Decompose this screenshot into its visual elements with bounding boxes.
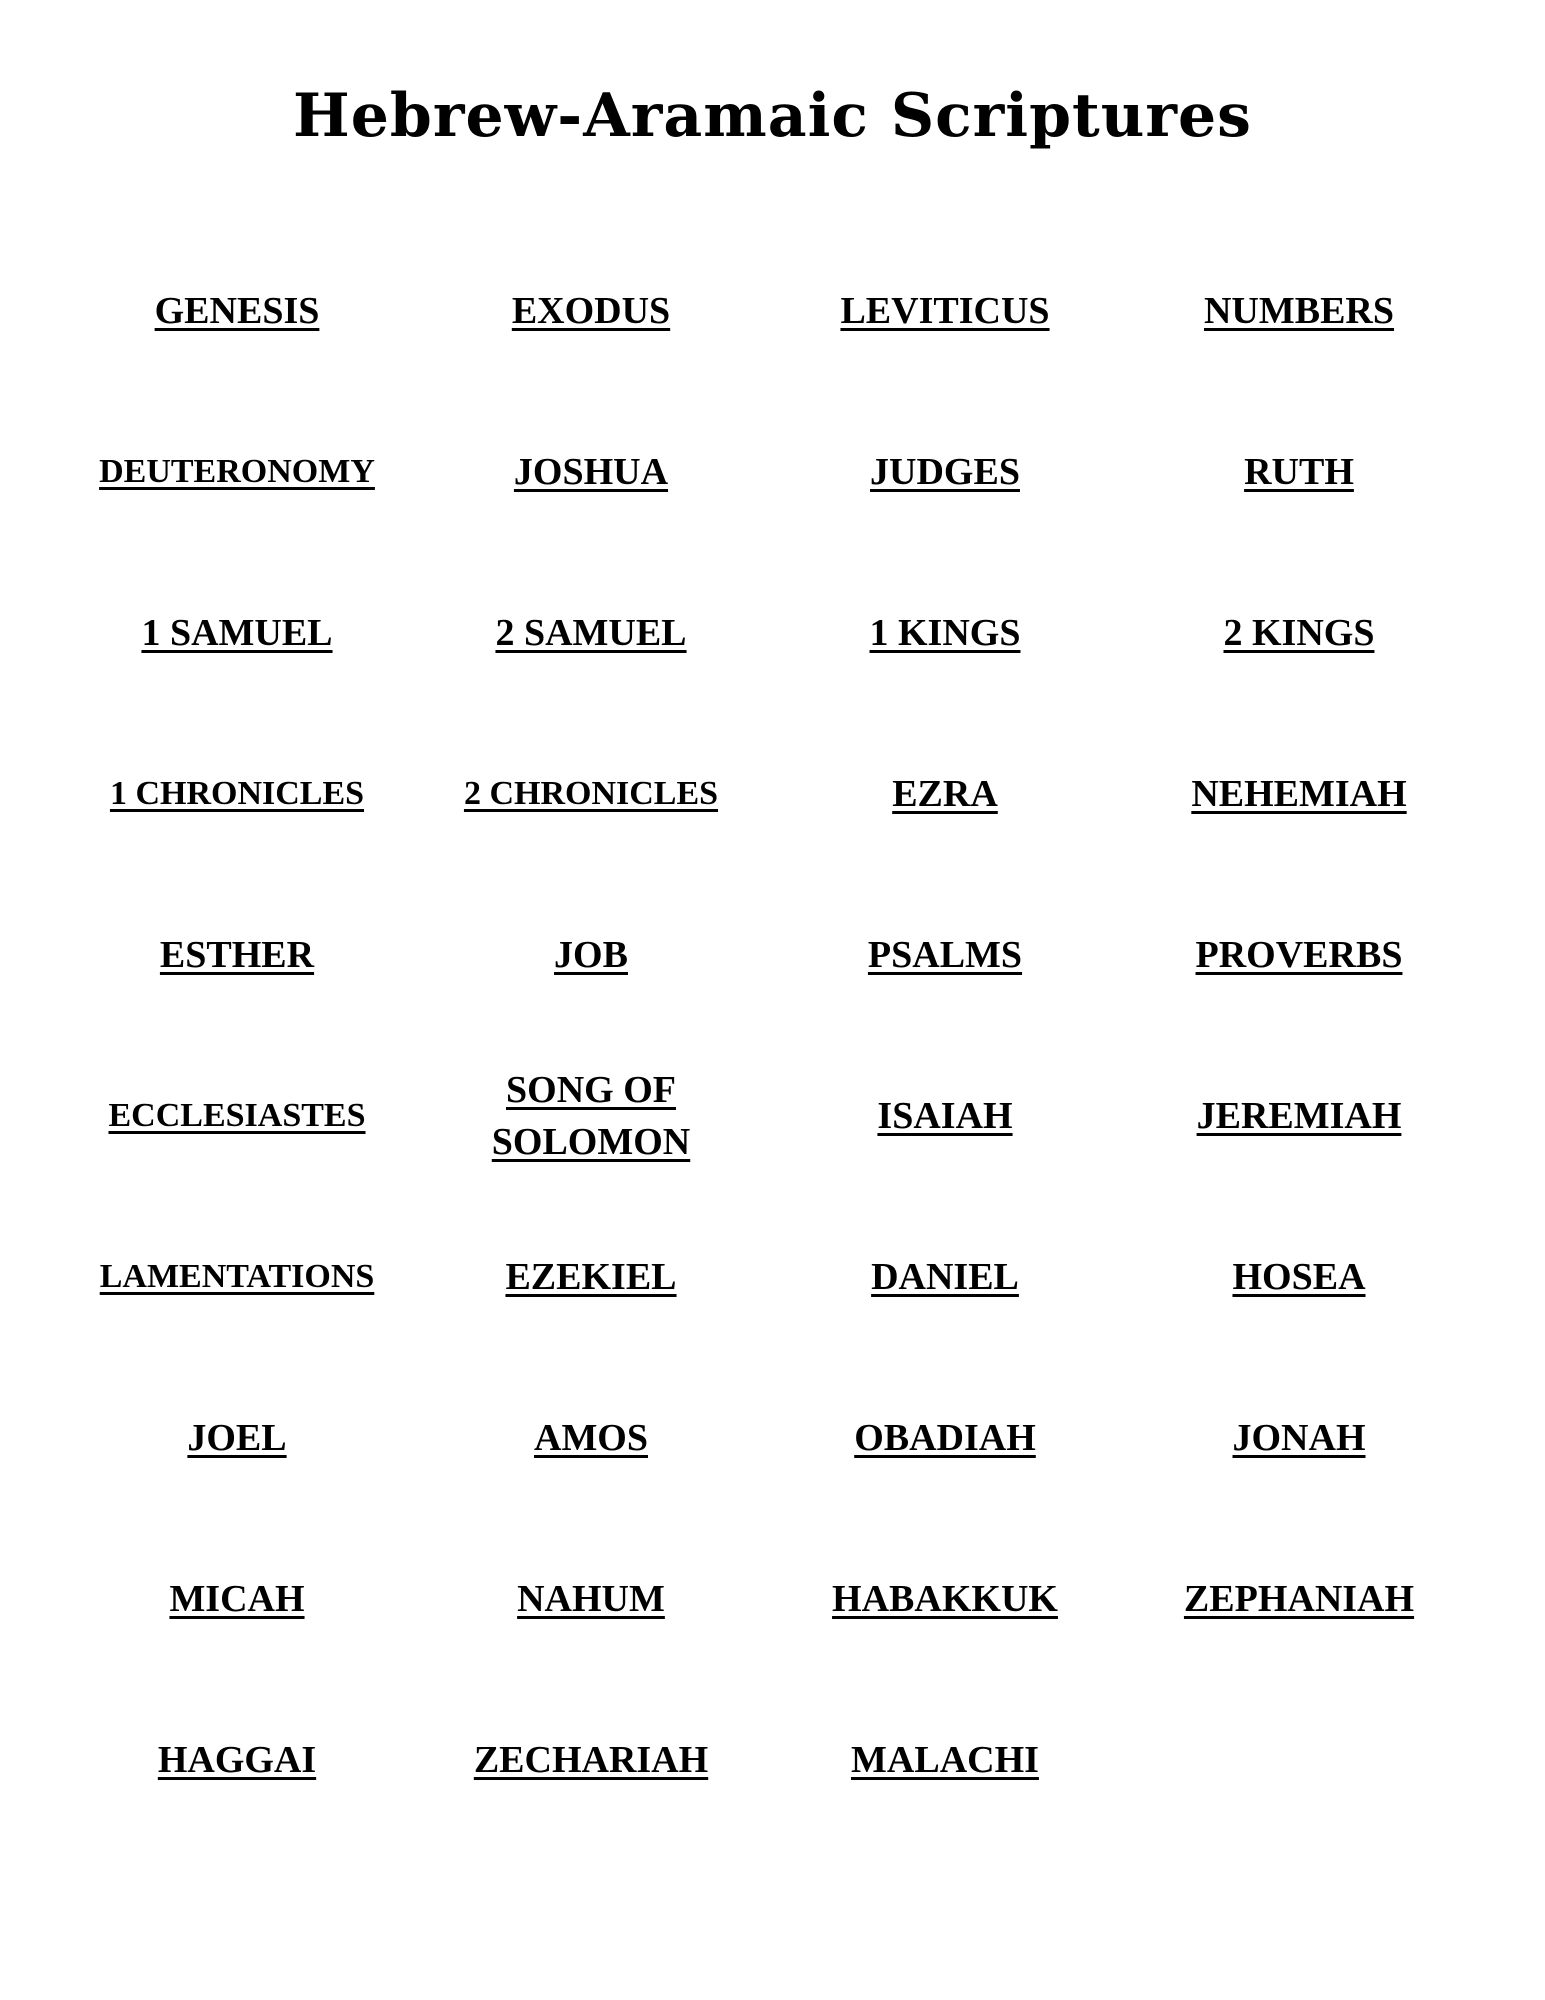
- book-cell: [414, 1035, 768, 1196]
- book-cell: [768, 1679, 1122, 1840]
- book-cell: [1122, 391, 1476, 552]
- book-link-deuteronomy[interactable]: DEUTERONOMY: [99, 452, 375, 490]
- book-link-ezekiel[interactable]: EZEKIEL: [505, 1255, 677, 1298]
- book-cell: [60, 874, 414, 1035]
- book-link-nahum[interactable]: NAHUM: [517, 1577, 665, 1620]
- book-cell: [768, 1196, 1122, 1357]
- book-link-micah[interactable]: MICAH: [169, 1577, 305, 1620]
- book-cell: [60, 552, 414, 713]
- book-cell: [768, 1035, 1122, 1196]
- book-link-hosea[interactable]: HOSEA: [1232, 1255, 1366, 1298]
- books-grid: [0, 230, 1545, 1840]
- book-link-leviticus[interactable]: LEVITICUS: [840, 289, 1050, 332]
- book-link-1-kings[interactable]: 1 KINGS: [869, 611, 1021, 654]
- book-link-lamentations[interactable]: LAMENTATIONS: [99, 1257, 375, 1295]
- book-link-obadiah[interactable]: OBADIAH: [854, 1416, 1036, 1459]
- book-cell: [414, 713, 768, 874]
- book-cell: [1122, 230, 1476, 391]
- book-link-exodus[interactable]: EXODUS: [511, 289, 671, 332]
- book-cell: [414, 874, 768, 1035]
- book-cell: [768, 230, 1122, 391]
- book-cell: [414, 391, 768, 552]
- book-link-daniel[interactable]: DANIEL: [871, 1255, 1019, 1298]
- book-cell: [414, 1518, 768, 1679]
- book-link-job[interactable]: JOB: [554, 933, 628, 976]
- book-cell: [768, 713, 1122, 874]
- book-link-amos[interactable]: AMOS: [534, 1416, 648, 1459]
- book-cell: [60, 1518, 414, 1679]
- book-link-genesis[interactable]: GENESIS: [154, 289, 320, 332]
- book-link-ezra[interactable]: EZRA: [892, 772, 998, 815]
- book-cell: [60, 1196, 414, 1357]
- book-cell: [1122, 1518, 1476, 1679]
- book-cell: [414, 552, 768, 713]
- book-link-song-of-solomon[interactable]: SONG OF SOLOMON: [491, 1068, 691, 1163]
- book-link-proverbs[interactable]: PROVERBS: [1195, 933, 1403, 976]
- book-cell: [60, 230, 414, 391]
- book-cell: [1122, 552, 1476, 713]
- book-cell: [414, 1357, 768, 1518]
- book-link-2-samuel[interactable]: 2 SAMUEL: [495, 611, 687, 654]
- book-cell: [768, 1518, 1122, 1679]
- book-link-isaiah[interactable]: ISAIAH: [877, 1094, 1013, 1137]
- book-link-ruth[interactable]: RUTH: [1244, 450, 1354, 493]
- book-link-esther[interactable]: ESTHER: [159, 933, 315, 976]
- book-cell: [60, 713, 414, 874]
- book-link-judges[interactable]: JUDGES: [870, 450, 1020, 493]
- book-link-joshua[interactable]: JOSHUA: [513, 450, 669, 493]
- book-cell: [60, 391, 414, 552]
- book-cell: [768, 552, 1122, 713]
- book-cell: [60, 1679, 414, 1840]
- book-link-haggai[interactable]: HAGGAI: [157, 1738, 317, 1781]
- book-link-nehemiah[interactable]: NEHEMIAH: [1191, 772, 1407, 815]
- book-link-malachi[interactable]: MALACHI: [851, 1738, 1039, 1781]
- book-link-ecclesiastes[interactable]: ECCLESIASTES: [108, 1096, 366, 1134]
- book-link-psalms[interactable]: PSALMS: [867, 933, 1023, 976]
- book-link-joel[interactable]: JOEL: [187, 1416, 287, 1459]
- book-link-1-chronicles[interactable]: 1 CHRONICLES: [109, 774, 365, 812]
- book-cell: [1122, 1035, 1476, 1196]
- book-cell: [1122, 874, 1476, 1035]
- page-title: Hebrew-Aramaic Scriptures: [293, 81, 1252, 151]
- book-link-2-kings[interactable]: 2 KINGS: [1223, 611, 1375, 654]
- book-link-2-chronicles[interactable]: 2 CHRONICLES: [463, 774, 719, 812]
- book-link-jonah[interactable]: JONAH: [1232, 1416, 1366, 1459]
- book-link-numbers[interactable]: NUMBERS: [1203, 289, 1395, 332]
- book-cell: [414, 230, 768, 391]
- book-cell: [1122, 1196, 1476, 1357]
- book-cell: [768, 1357, 1122, 1518]
- book-cell: [60, 1357, 414, 1518]
- book-link-habakkuk[interactable]: HABAKKUK: [832, 1577, 1058, 1620]
- book-link-1-samuel[interactable]: 1 SAMUEL: [141, 611, 333, 654]
- book-link-zephaniah[interactable]: ZEPHANIAH: [1183, 1577, 1415, 1620]
- book-link-zechariah[interactable]: ZECHARIAH: [473, 1738, 709, 1781]
- book-cell: [1122, 1357, 1476, 1518]
- book-cell: [414, 1196, 768, 1357]
- book-link-jeremiah[interactable]: JEREMIAH: [1196, 1094, 1402, 1137]
- book-cell: [1122, 713, 1476, 874]
- book-cell: [60, 1035, 414, 1196]
- book-cell: [768, 391, 1122, 552]
- book-cell: [768, 874, 1122, 1035]
- book-cell: [414, 1679, 768, 1840]
